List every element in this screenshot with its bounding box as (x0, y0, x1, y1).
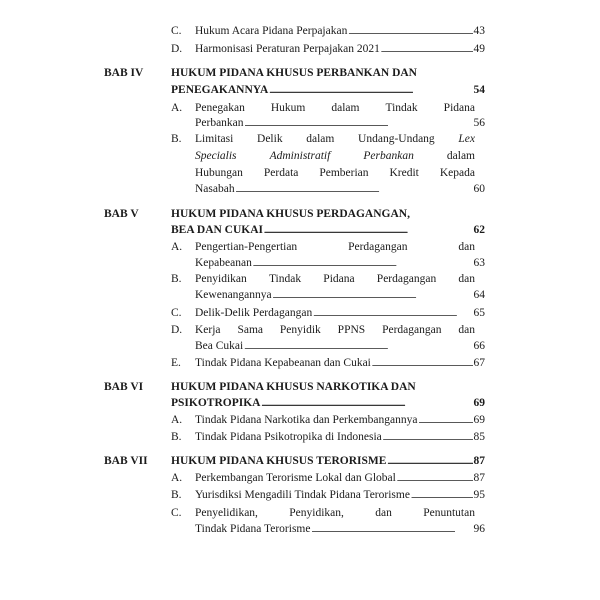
entry-title-line (195, 240, 475, 254)
entry-word: Penegakan (195, 102, 245, 114)
entry-title: Nasabah (195, 183, 235, 195)
page-number: 56 (473, 117, 485, 129)
page-number: 60 (473, 183, 485, 195)
toc-entry (195, 24, 485, 39)
chapter-title-line (171, 396, 485, 411)
chapter-title: PENEGAKANNYA (171, 84, 269, 96)
dot-leader (387, 454, 472, 469)
page-number: 62 (473, 224, 485, 236)
dot-leader (372, 356, 473, 371)
entry-word: Hukum (270, 102, 306, 114)
page-number: 96 (473, 523, 485, 535)
entry-title: Perbankan (195, 117, 244, 129)
entry-letter: B. (171, 273, 182, 285)
toc-entry (195, 182, 485, 197)
entry-word: Pidana (323, 273, 355, 285)
toc-entry (195, 288, 485, 303)
entry-title-line (195, 323, 475, 337)
page-number: 87 (473, 472, 485, 484)
entry-letter: C. (171, 507, 182, 519)
chapter-title: HUKUM PIDANA KHUSUS PERDAGANGAN, (171, 208, 410, 220)
toc-entry (195, 256, 485, 271)
toc-entry (195, 42, 485, 57)
entry-word: Tindak (268, 273, 302, 285)
chapter-title-line (171, 83, 485, 98)
page-number: 69 (473, 397, 485, 409)
entry-word: Perdagangan (376, 273, 437, 285)
entry-title: Delik-Delik Perdagangan (195, 307, 313, 319)
entry-title-line (195, 506, 475, 520)
chapter-title: BEA DAN CUKAI (171, 224, 264, 236)
dot-leader (313, 306, 472, 321)
toc-entry (195, 488, 485, 503)
entry-word: Perdagangan (348, 241, 408, 253)
entry-title-line (195, 132, 475, 146)
dot-leader (273, 288, 473, 303)
dot-leader (253, 256, 473, 271)
dot-leader (236, 182, 473, 197)
entry-word: Perbankan (363, 150, 414, 162)
chapter-label: BAB VII (104, 455, 148, 467)
chapter-title: HUKUM PIDANA KHUSUS TERORISME (171, 455, 387, 467)
entry-word: Pidana (443, 102, 475, 114)
page-number: 87 (473, 455, 485, 467)
toc-entry (195, 522, 485, 537)
entry-letter: C. (171, 307, 182, 319)
entry-letter: B. (171, 489, 182, 501)
page-number: 65 (473, 307, 485, 319)
page-number: 95 (473, 489, 485, 501)
entry-word: Sama (237, 324, 263, 336)
dot-leader (311, 522, 472, 537)
chapter-label: BAB V (104, 208, 139, 220)
entry-word: dan (375, 507, 392, 519)
dot-leader (245, 116, 473, 131)
chapter-title: PSIKOTROPIKA (171, 397, 261, 409)
entry-letter: E. (171, 357, 181, 369)
entry-title-line (195, 101, 475, 115)
toc-entry (195, 116, 485, 131)
page-number: 64 (473, 289, 485, 301)
page-number: 43 (473, 25, 485, 37)
entry-letter: B. (171, 133, 182, 145)
dot-leader (419, 413, 473, 428)
page-number: 54 (473, 84, 485, 96)
entry-letter: A. (171, 414, 183, 426)
page-number: 63 (473, 257, 485, 269)
chapter-label: BAB IV (104, 67, 144, 79)
dot-leader (383, 430, 473, 445)
page-number: 66 (473, 340, 485, 352)
entry-word: Perdata (263, 167, 299, 179)
entry-letter: D. (171, 43, 183, 55)
entry-title: Perkembangan Terorisme Lokal dan Global (195, 472, 396, 484)
entry-word: dan (458, 273, 475, 285)
toc-entry (195, 413, 485, 428)
chapter-title-line (171, 454, 485, 469)
entry-word: Delik (257, 133, 283, 145)
entry-letter: A. (171, 102, 183, 114)
entry-word: Pengertian-Pengertian (195, 241, 298, 253)
chapter-title: HUKUM PIDANA KHUSUS PERBANKAN DAN (171, 67, 417, 79)
entry-title: Tindak Pidana Psikotropika di Indonesia (195, 431, 382, 443)
entry-word: Limitasi (195, 133, 234, 145)
toc-entry (195, 339, 485, 354)
entry-title: Yurisdiksi Mengadili Tindak Pidana Terorisme (195, 489, 410, 501)
entry-word: Hubungan (195, 167, 243, 179)
entry-word: Administratif (269, 150, 331, 162)
entry-word: Penyidik (279, 324, 321, 336)
entry-title: Tindak Pidana Kepabeanan dan Cukai (195, 357, 371, 369)
dot-leader (244, 339, 472, 354)
entry-title: Kepabeanan (195, 257, 252, 269)
entry-word: Kredit (389, 167, 419, 179)
dot-leader (397, 471, 473, 486)
entry-word: Undang-Undang (358, 133, 435, 145)
chapter-label: BAB VI (104, 381, 144, 393)
entry-word: dan (458, 241, 475, 253)
toc-entry (195, 356, 485, 371)
toc-entry (195, 471, 485, 486)
page-number: 67 (473, 357, 485, 369)
entry-letter: C. (171, 25, 182, 37)
dot-leader (269, 83, 472, 98)
entry-title-line (195, 149, 475, 163)
entry-letter: A. (171, 241, 183, 253)
entry-letter: B. (171, 431, 182, 443)
entry-title: Kewenangannya (195, 289, 272, 301)
entry-word: Kepada (439, 167, 475, 179)
entry-word: Penyelidikan, (195, 507, 258, 519)
entry-word: Penyidikan, (289, 507, 344, 519)
chapter-title-line (171, 223, 485, 238)
dot-leader (264, 223, 472, 238)
entry-title: Hukum Acara Pidana Perpajakan (195, 25, 348, 37)
entry-word: Penyidikan (195, 273, 247, 285)
entry-title-line (195, 272, 475, 286)
entry-word: dalam (306, 133, 335, 145)
entry-letter: D. (171, 324, 183, 336)
dot-leader (261, 396, 472, 411)
entry-word: PPNS (337, 324, 366, 336)
entry-title: Bea Cukai (195, 340, 244, 352)
entry-word: dalam (446, 150, 475, 162)
entry-word: Kerja (195, 324, 221, 336)
page-number: 85 (473, 431, 485, 443)
entry-title: Harmonisasi Peraturan Perpajakan 2021 (195, 43, 380, 55)
entry-letter: A. (171, 472, 183, 484)
entry-word: dalam (331, 102, 360, 114)
page-number: 49 (473, 43, 485, 55)
entry-title: Tindak Pidana Narkotika dan Perkembangannya (195, 414, 418, 426)
entry-word: Perdagangan (382, 324, 442, 336)
chapter-title: HUKUM PIDANA KHUSUS NARKOTIKA DAN (171, 381, 416, 393)
dot-leader (411, 488, 473, 503)
entry-word: Pemberian (319, 167, 369, 179)
entry-word: Tindak (385, 102, 418, 114)
entry-word: Lex (458, 133, 475, 145)
entry-title-line (195, 166, 475, 180)
toc-entry (195, 430, 485, 445)
page-number: 69 (473, 414, 485, 426)
dot-leader (348, 24, 472, 39)
dot-leader (381, 42, 473, 57)
entry-word: Penuntutan (423, 507, 475, 519)
entry-title: Tindak Pidana Terorisme (195, 523, 311, 535)
toc-entry (195, 306, 485, 321)
entry-word: Specialis (195, 150, 237, 162)
entry-word: dan (458, 324, 475, 336)
